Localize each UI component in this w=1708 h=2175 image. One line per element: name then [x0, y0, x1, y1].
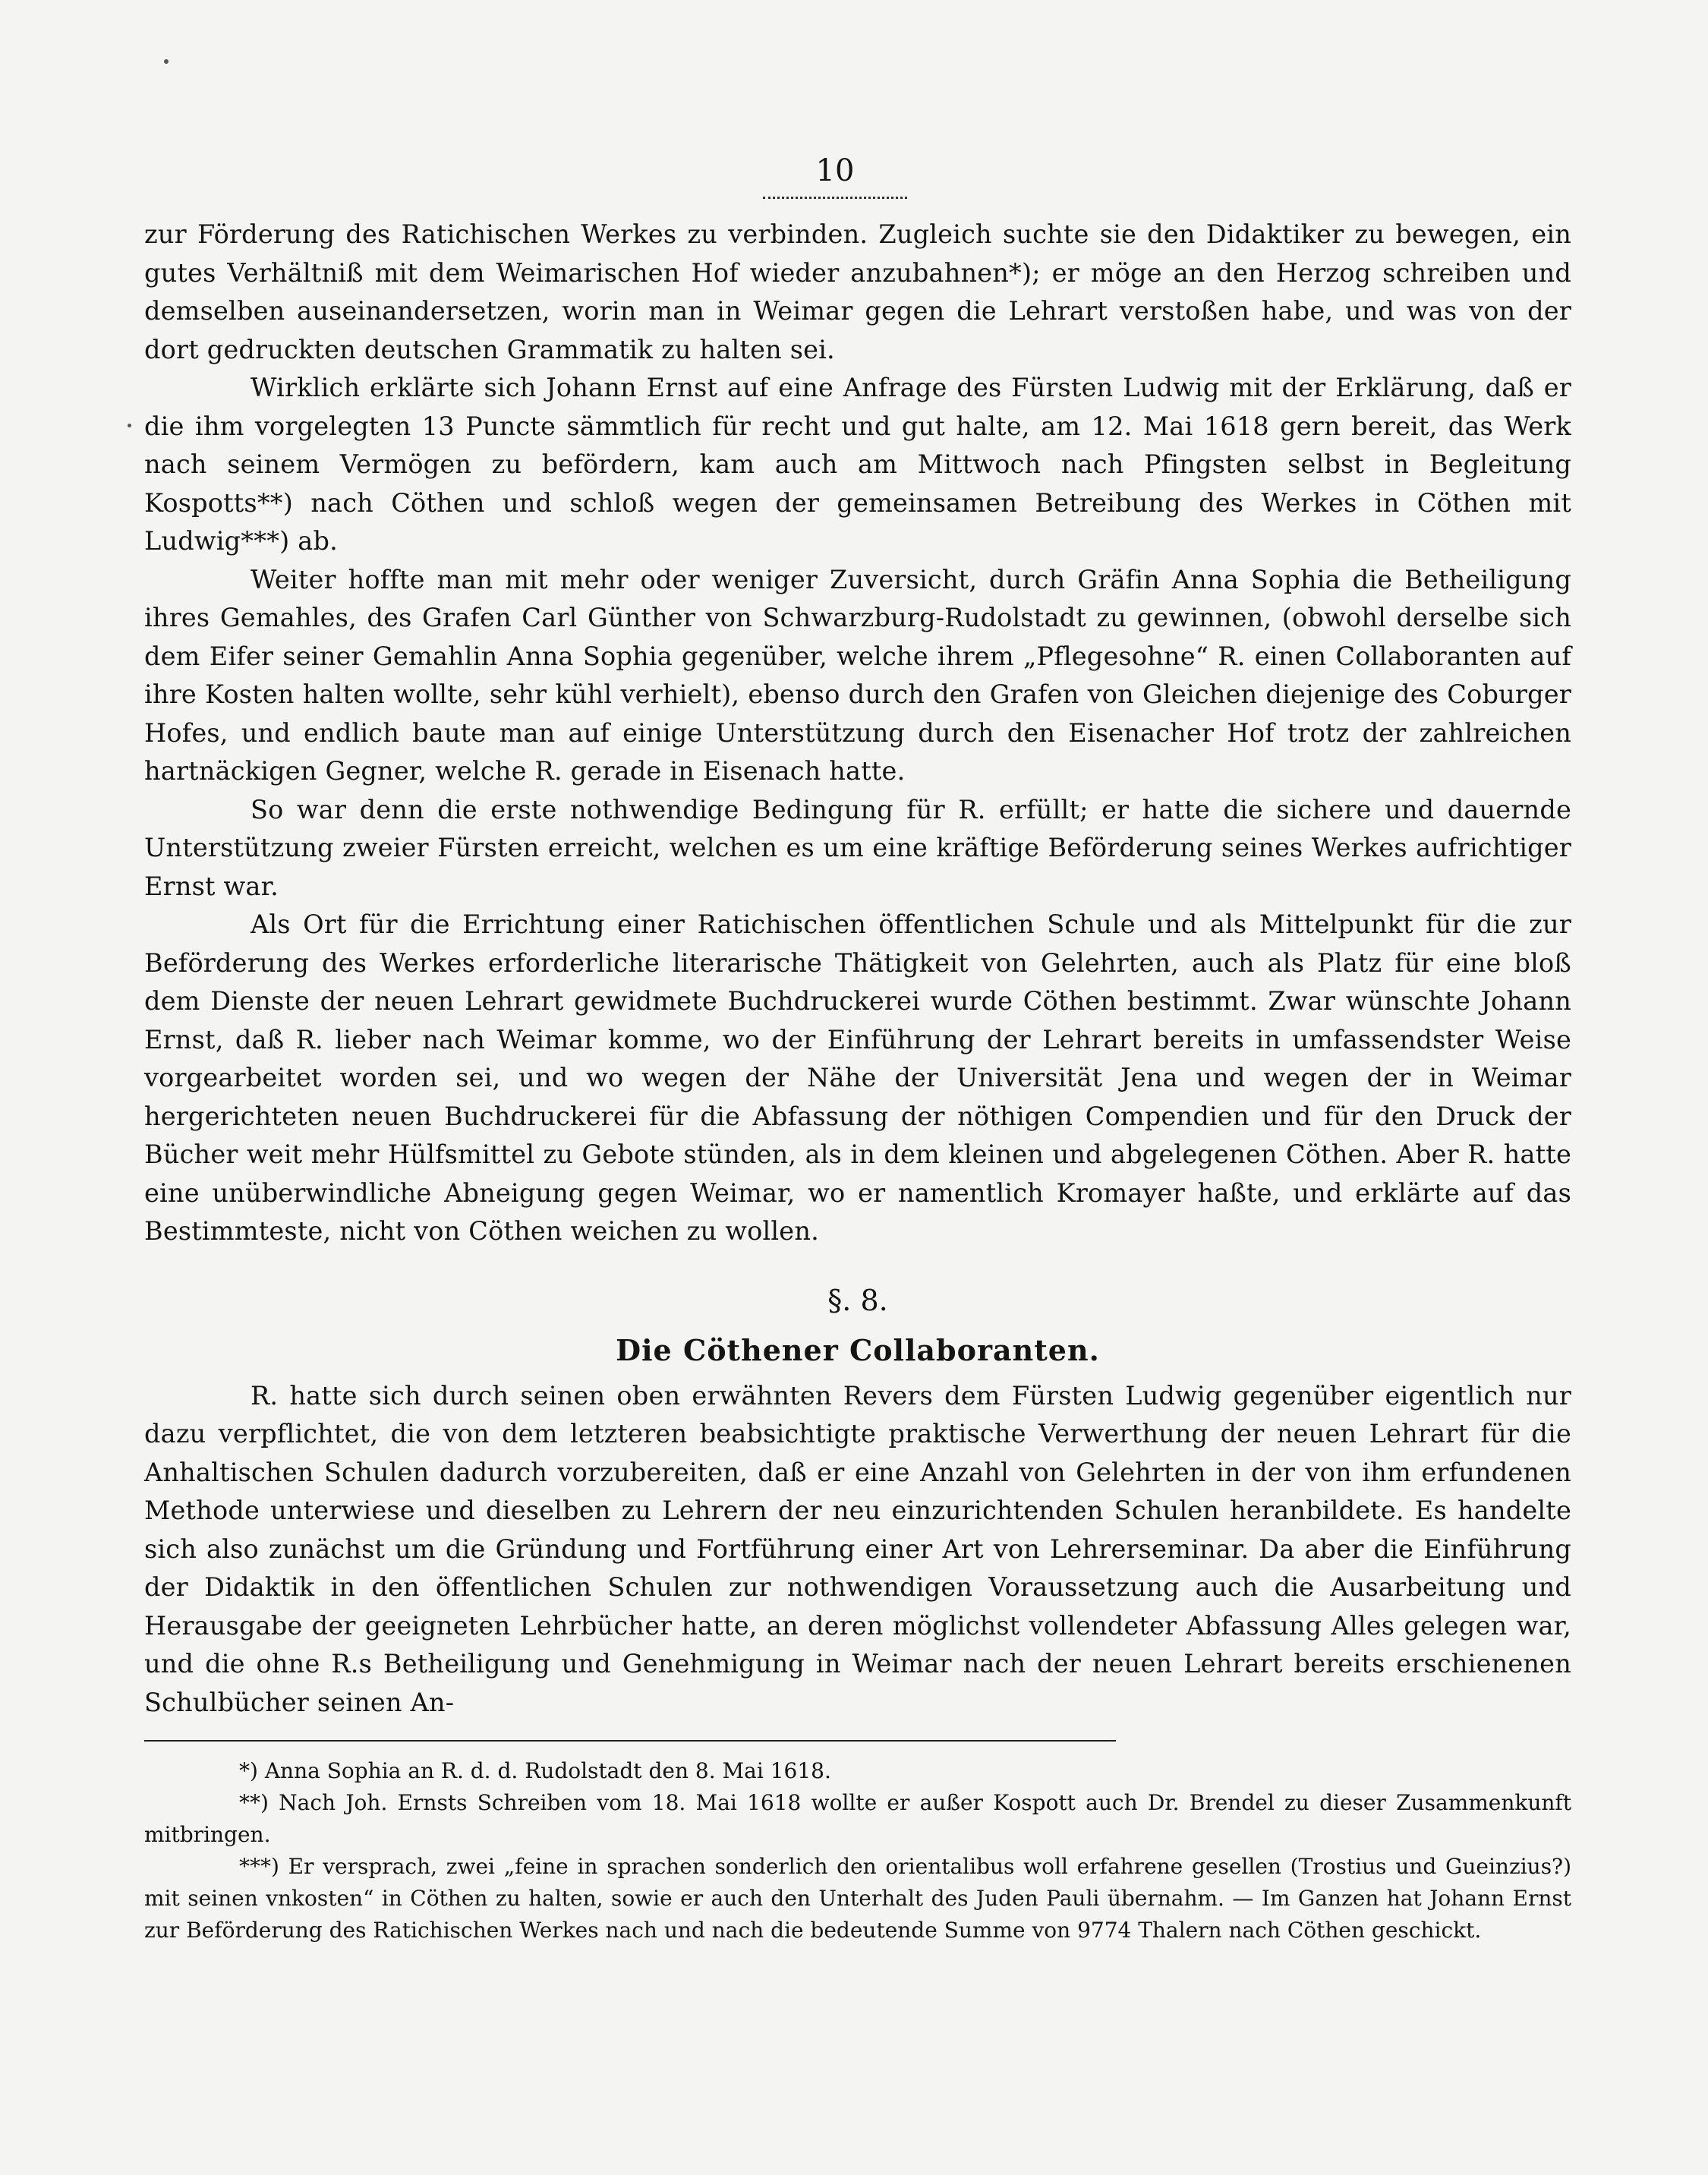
footnote: *) Anna Sophia an R. d. d. Rudolstadt den 8. Mai 1618. — [239, 1758, 831, 1783]
page — [144, 153, 1571, 1946]
margin-speck — [128, 424, 131, 427]
body-text-upper — [144, 216, 1571, 1251]
body-text-lower — [144, 1377, 1571, 1723]
footnote: **) Nach Joh. Ernsts Schreiben vom 18. Mai 1618 wollte er außer Kospott auch Dr. Brendel zu dieser Zusammenkunft mitbringen. — [144, 1790, 1571, 1847]
paragraph: Als Ort für die Errichtung einer Ratichischen öffentlichen Schule und als Mittelpunkt für die zur Beförderung des Werkes erforderliche literarische Thätigkeit von Gelehrten, auch als Platz für eine bloß dem Dienste der neuen Lehrart gewidmete Buchdruckerei wurde Cöthen bestimmt. Zwar wünschte Johann Ernst, daß R. lieber nach Weimar komme, wo der Einführung der Lehrart bereits in umfassendster Weise vorgearbeitet worden sei, und wo wegen der Nähe der Universität Jena und wegen der in Weimar hergerichteten neuen Buchdruckerei für die Abfassung der nöthigen Compendien und für den Druck der Bücher weit mehr Hülfsmittel zu Gebote stünden, als in dem kleinen und abgelegenen Cöthen. Aber R. hatte eine unüberwindliche Abneigung gegen Weimar, wo er namentlich Kromayer haßte, und erklärte auf das Bestimmteste, nicht von Cöthen weichen zu wollen. — [144, 909, 1571, 1246]
page-number-ornament — [763, 191, 907, 199]
paragraph: R. hatte sich durch seinen oben erwähnten Revers dem Fürsten Ludwig gegenüber eigentlich nur dazu verpflichtet, die von dem letzteren beabsichtigte praktische Verwerthung der neuen Lehrart für die Anhaltischen Schulen dadurch vorzubereiten, daß er eine Anzahl von Gelehrten in der von ihm erfundenen Methode unterwiese und dieselben zu Lehrern der neu einzurichtenden Schulen heranbildete. Es handelte sich also zunächst um die Gründung und Fortführung einer Art von Lehrerseminar. Da aber die Einführung der Didaktik in den öffentlichen Schulen zur nothwendigen Voraussetzung auch die Ausarbeitung und Herausgabe der geeigneten Lehrbücher hatte, an deren möglichst vollendeter Abfassung Alles gelegen war, und die ohne R.s Betheiligung und Genehmigung in Weimar nach der neuen Lehrart bereits erschienenen Schulbücher seinen An- — [144, 1380, 1571, 1717]
paragraph: Wirklich erklärte sich Johann Ernst auf eine Anfrage des Fürsten Ludwig mit der Erklärung, daß er die ihm vorgelegten 13 Puncte sämmtlich für recht und gut halte, am 12. Mai 1618 gern bereit, das Werk nach seinem Vermögen zu befördern, kam auch am Mittwoch nach Pfingsten selbst in Begleitung Kospotts**) nach Cöthen und schloß wegen der gemeinsamen Betreibung des Werkes in Cöthen mit Ludwig***) ab. — [144, 373, 1571, 556]
paragraph: So war denn die erste nothwendige Bedingung für R. erfüllt; er hatte die sichere und dauernde Unterstützung zweier Fürsten erreicht, welchen es um eine kräftige Beförderung seines Werkes aufrichtiger Ernst war. — [144, 794, 1571, 901]
footnote-divider — [144, 1740, 1116, 1742]
section-title: Die Cöthener Collaboranten. — [616, 1332, 1100, 1367]
section-number: §. 8. — [827, 1283, 888, 1317]
paragraph: Weiter hoffte man mit mehr oder weniger Zuversicht, durch Gräfin Anna Sophia die Betheiligung ihres Gemahles, des Grafen Carl Günther von Schwarzburg-Rudolstadt zu gewinnen, (obwohl derselbe sich dem Eifer seiner Gemahlin Anna Sophia gegenüber, welche ihrem „Pflegesohne“ R. einen Collaboranten auf ihre Kosten halten wollte, sehr kühl verhielt), ebenso durch den Grafen von Gleichen diejenige des Coburger Hofes, und endlich baute man auf einige Unterstützung durch den Eisenacher Hof trotz der zahlreichen hartnäckigen Gegner, welche R. gerade in Eisenach hatte. — [144, 564, 1571, 786]
page-number: 10 — [815, 153, 855, 188]
paragraph: zur Förderung des Ratichischen Werkes zu verbinden. Zugleich suchte sie den Didaktiker zu bewegen, ein gutes Verhältniß mit dem Weimarischen Hof wieder anzubahnen*); er möge an den Herzog schreiben und demselben auseinandersetzen, worin man in Weimar gegen die Lehrart verstoßen habe, und was von der dort gedruckten deutschen Grammatik zu halten sei. — [144, 219, 1571, 364]
footnote: ***) Er versprach, zwei „feine in sprachen sonderlich den orientalibus woll erfahrene gesellen (Trostius und Gueinzius?) mit seinen vnkosten“ in Cöthen zu halten, sowie er auch den Unterhalt des Juden Pauli übernahm. — Im Ganzen hat Johann Ernst zur Beförderung des Ratichischen Werkes nach und nach die bedeutende Summe von 9774 Thalern nach Cöthen geschickt. — [144, 1854, 1571, 1943]
footnotes — [144, 1755, 1571, 1946]
margin-speck — [164, 59, 169, 64]
